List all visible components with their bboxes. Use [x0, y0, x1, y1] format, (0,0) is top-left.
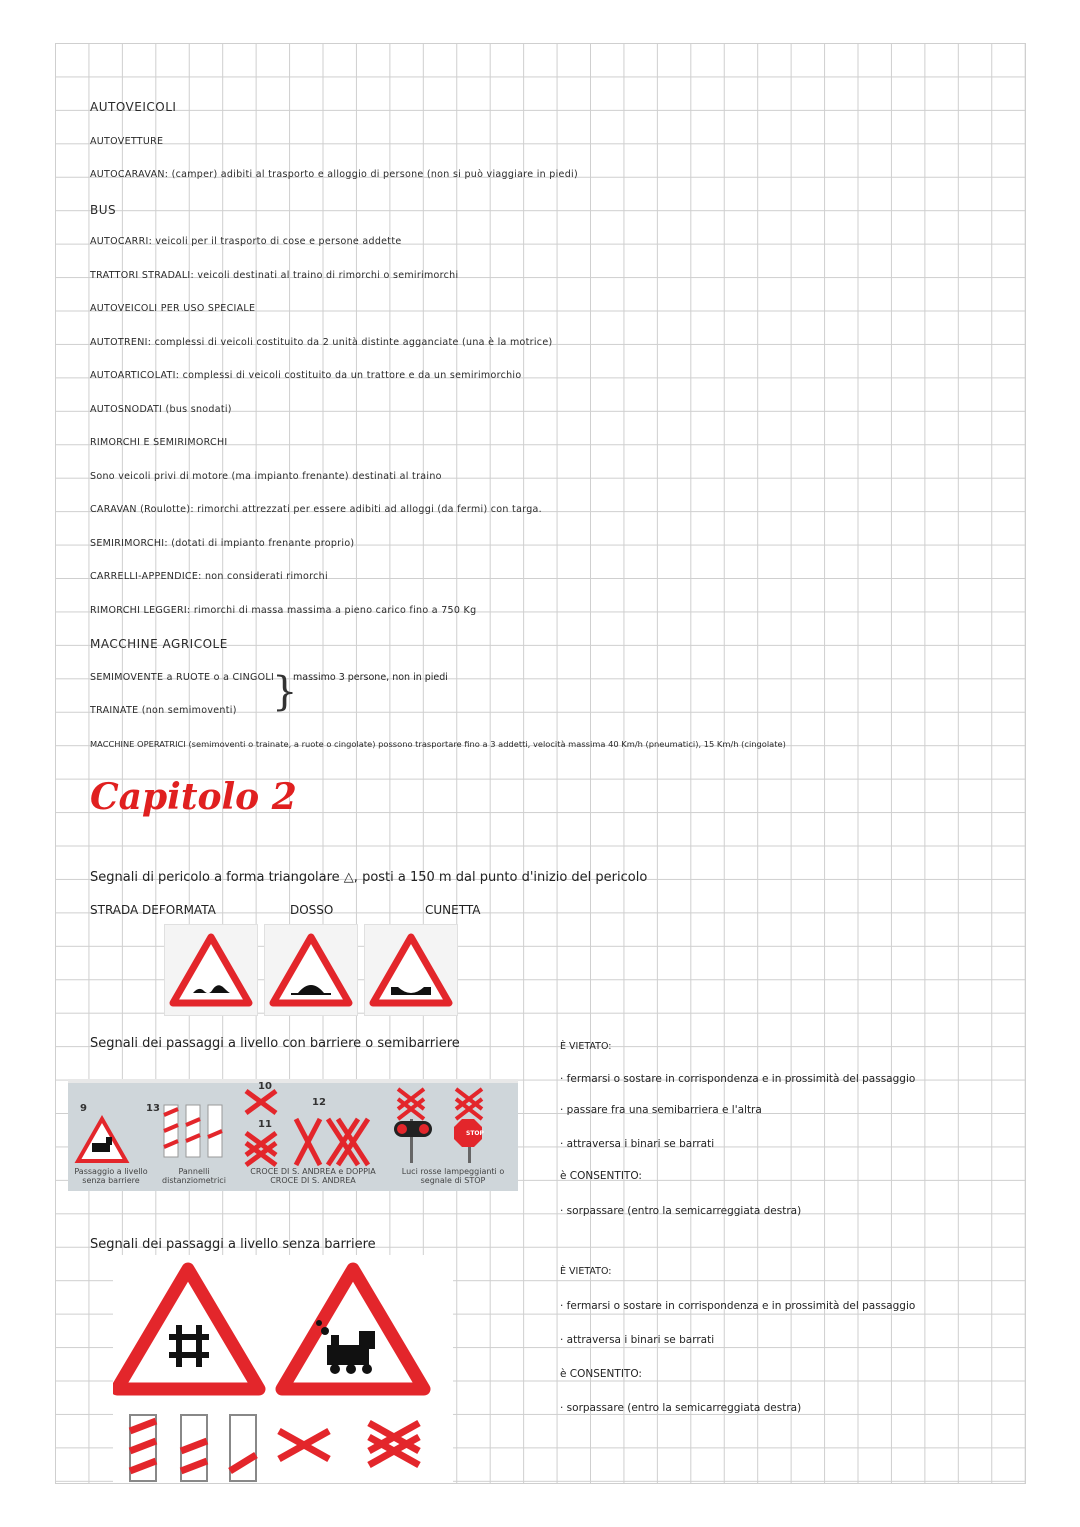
image-caption: CROCE DI S. ANDREA e DOPPIA CROCE DI S. ANDREA — [250, 1167, 376, 1185]
note-line: AUTOCARRI: veicoli per il trasporto di cose e persone addette — [90, 236, 402, 247]
note-line: AUTOCARAVAN: (camper) adibiti al trasporto e alloggio di persone (non si può viaggiare in piedi) — [90, 169, 578, 180]
note-line: AUTOARTICOLATI: complessi di veicoli costituito da un trattore e da un semirimorchio — [90, 370, 522, 381]
rule-title-consentito: è CONSENTITO: — [560, 1368, 642, 1380]
note-line: CARRELLI-APPENDICE: non considerati rimorchi — [90, 571, 328, 582]
danger-heading: Segnali di pericolo a forma triangolare △, posti a 150 m dal punto d'inizio del pericolo — [90, 870, 648, 885]
crossing-barriers-heading: Segnali dei passaggi a livello con barriere o semibarriere — [90, 1036, 460, 1051]
no-barrier-signs-image — [113, 1255, 453, 1483]
note-line: AUTOTRENI: complessi di veicoli costituito da 2 unità distinte agganciate (una è la motrice) — [90, 337, 553, 348]
rule-title-vietato: È VIETATO: — [560, 1266, 612, 1277]
level-crossing-signs-image — [68, 1079, 518, 1191]
note-line: MACCHINE AGRICOLE — [90, 637, 228, 651]
note-line: BUS — [90, 203, 117, 217]
crossing-no-barriers-heading: Segnali dei passaggi a livello senza barriere — [90, 1237, 376, 1252]
sign-number: 12 — [312, 1097, 326, 1108]
stop-sign-text: STOP — [466, 1130, 484, 1137]
rule-title-vietato: È VIETATO: — [560, 1041, 612, 1052]
image-caption: Pannelli distanziometrici — [162, 1167, 226, 1185]
note-line: SEMIRIMORCHI: (dotati di impianto frenante proprio) — [90, 538, 355, 549]
dosso-sign — [264, 924, 358, 1016]
brace-note: massimo 3 persone, non in piedi — [293, 672, 448, 683]
note-line: SEMIMOVENTE a RUOTE o a CINGOLI — [90, 672, 275, 683]
curly-brace: } — [272, 669, 298, 715]
rule-item: · attraversa i binari se barrati — [560, 1138, 715, 1150]
rule-title-consentito: è CONSENTITO: — [560, 1170, 642, 1182]
sign-number: 13 — [146, 1103, 160, 1114]
note-line: TRATTORI STRADALI: veicoli destinati al traino di rimorchi o semirimorchi — [90, 270, 459, 281]
sign-number: 9 — [80, 1103, 87, 1114]
sign-label-strada-deformata: STRADA DEFORMATA — [90, 903, 216, 917]
rule-item: · passare fra una semibarriera e l'altra — [560, 1104, 762, 1116]
note-line: AUTOSNODATI (bus snodati) — [90, 404, 232, 415]
strada-deformata-sign — [164, 924, 258, 1016]
note-line: Sono veicoli privi di motore (ma impianto frenante) destinati al traino — [90, 471, 442, 482]
note-line: AUTOVETTURE — [90, 136, 164, 147]
chapter-title: Capitolo 2 — [90, 776, 297, 818]
sign-label-dosso: DOSSO — [290, 903, 334, 917]
note-line: RIMORCHI E SEMIRIMORCHI — [90, 437, 228, 448]
cunetta-sign — [364, 924, 458, 1016]
image-caption: Passaggio a livello senza barriere — [74, 1167, 148, 1185]
note-line: AUTOVEICOLI — [90, 100, 177, 114]
image-caption: Luci rosse lampeggianti o segnale di STOP — [401, 1167, 505, 1185]
note-line: AUTOVEICOLI PER USO SPECIALE — [90, 303, 256, 314]
sign-number: 11 — [258, 1119, 272, 1130]
sign-number: 10 — [258, 1081, 272, 1092]
note-line: MACCHINE OPERATRICI (semimoventi o trainate, a ruote o cingolate) possono trasportare fino a 3 addetti, velocità massima 40 Km/h (pneumatici), 15 Km/h (cingolate) — [90, 739, 786, 749]
note-line: TRAINATE (non semimoventi) — [90, 705, 237, 716]
rule-item: · sorpassare (entro la semicarreggiata destra) — [560, 1205, 802, 1217]
rule-item: · attraversa i binari se barrati — [560, 1334, 715, 1346]
rule-item: · fermarsi o sostare in corrispondenza e in prossimità del passaggio — [560, 1073, 916, 1085]
sign-label-cunetta: CUNETTA — [425, 903, 481, 917]
rule-item: · sorpassare (entro la semicarreggiata destra) — [560, 1402, 802, 1414]
note-line: RIMORCHI LEGGERI: rimorchi di massa massima a pieno carico fino a 750 Kg — [90, 605, 477, 616]
note-line: CARAVAN (Roulotte): rimorchi attrezzati per essere adibiti ad alloggi (da fermi) con targa. — [90, 504, 543, 515]
rule-item: · fermarsi o sostare in corrispondenza e in prossimità del passaggio — [560, 1300, 916, 1312]
